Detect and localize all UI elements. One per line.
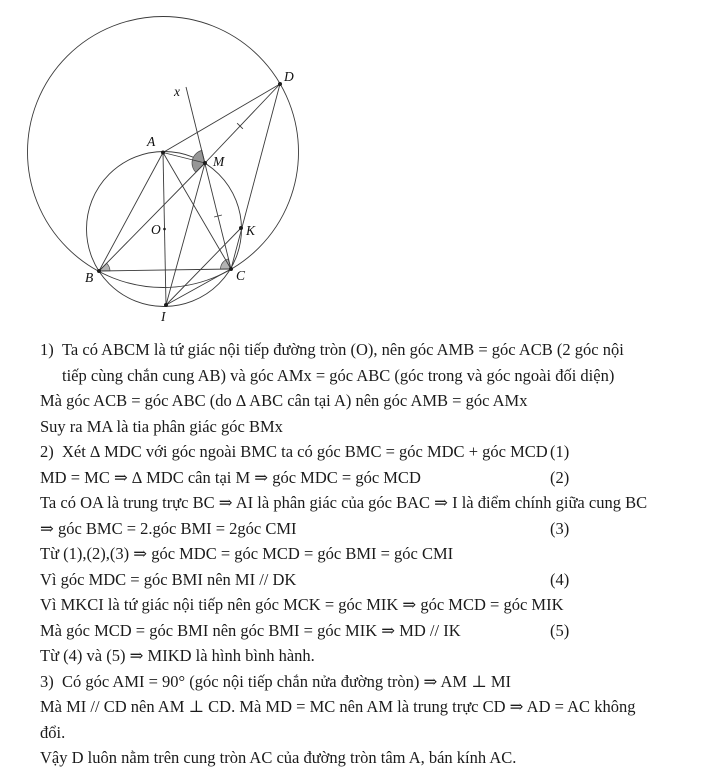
segment-BM xyxy=(99,163,205,271)
point-label-K: K xyxy=(246,223,256,238)
point-label-C: C xyxy=(236,268,246,283)
line-text: Mà MI // CD nên AM ⊥ CD. Mà MD = MC nên AM là trung trực CD ⇒ AD = AC không xyxy=(40,697,636,716)
line-text: Ta có ABCM là tứ giác nội tiếp đường tròn (O), nên góc AMB = góc ACB (2 góc nội xyxy=(62,340,624,359)
solution-line xyxy=(40,720,712,746)
solution-line xyxy=(40,592,712,618)
line-text: Từ (1),(2),(3) ⇒ góc MDC = góc MCD = góc BMI = góc CMI xyxy=(40,544,454,563)
line-text: Mà góc ACB = góc ABC (do ∆ ABC cân tại A) nên góc AMB = góc AMx xyxy=(40,391,528,410)
line-text: Xét ∆ MDC với góc ngoài BMC ta có góc BMC = góc MDC + góc MCD xyxy=(62,442,548,461)
solution-line xyxy=(40,363,712,389)
point-label-I: I xyxy=(161,309,166,324)
segment-CD xyxy=(231,84,280,269)
solution-line xyxy=(40,643,712,669)
equation-number: (2) xyxy=(550,467,570,487)
line-text: tiếp cùng chắn cung AB) và góc AMx = góc ABC (góc trong và góc ngoài đối diện) xyxy=(62,365,615,385)
solution-line xyxy=(40,337,712,363)
list-marker: 2) xyxy=(40,442,54,461)
solution-line xyxy=(40,669,712,695)
point-label-D: D xyxy=(284,69,294,84)
point-label-M: M xyxy=(213,154,225,169)
segment-AB xyxy=(99,153,163,272)
point-label-A: A xyxy=(147,134,156,149)
line-text: Mà góc MCD = góc BMI nên góc BMI = góc MIK ⇒ MD // IK xyxy=(40,620,461,640)
point-dot-C xyxy=(229,267,233,271)
line-text: Có góc AMI = 90° (góc nội tiếp chắn nửa đường tròn) ⇒ AM ⊥ MI xyxy=(62,671,512,691)
line-text: ⇒ góc BMC = 2.góc BMI = 2góc CMI xyxy=(40,518,297,538)
geometry-figure xyxy=(0,0,340,335)
point-dot-D xyxy=(278,82,282,86)
list-marker: 1) xyxy=(40,340,54,359)
segment-xendC xyxy=(186,87,231,269)
solution-line xyxy=(40,490,712,516)
equation-number: (3) xyxy=(550,518,570,538)
solution-line xyxy=(40,439,712,465)
solution-line xyxy=(40,388,712,414)
point-dot-I xyxy=(164,303,168,307)
solution-line xyxy=(40,694,712,720)
center-dot-O xyxy=(163,228,166,231)
line-text: Suy ra MA là tia phân giác góc BMx xyxy=(40,416,283,436)
point-label-O: O xyxy=(151,222,161,237)
line-text: Vì góc MDC = góc BMI nên MI // DK xyxy=(40,569,297,589)
solution-line xyxy=(40,541,712,567)
solution-line xyxy=(40,618,712,644)
solution-line xyxy=(40,567,712,593)
solution-line xyxy=(40,414,712,440)
solution-line xyxy=(40,745,712,771)
segment-MI xyxy=(166,163,205,305)
line-text: Ta có OA là trung trực BC ⇒ AI là phân giác của góc BAC ⇒ I là điểm chính giữa cung BC xyxy=(40,493,648,512)
segment-MD xyxy=(205,84,280,163)
equation-number: (4) xyxy=(550,569,570,589)
segment-AD xyxy=(163,84,280,153)
point-dot-B xyxy=(97,269,101,273)
solution-line xyxy=(40,516,712,542)
point-dot-K xyxy=(239,226,243,230)
equation-number: (5) xyxy=(550,620,570,640)
line-text: MD = MC ⇒ ∆ MDC cân tại M ⇒ góc MDC = góc MCD xyxy=(40,467,421,487)
line-text: Từ (4) và (5) ⇒ MIKD là hình bình hành. xyxy=(40,646,315,665)
line-text: Vì MKCI là tứ giác nội tiếp nên góc MCK = góc MIK ⇒ góc MCD = góc MIK xyxy=(40,595,564,614)
equation-number: (1) xyxy=(550,442,570,461)
point-dot-A xyxy=(161,151,165,155)
line-text: đổi. xyxy=(40,722,66,742)
line-text: Vậy D luôn nằm trên cung tròn AC của đường tròn tâm A, bán kính AC. xyxy=(40,748,517,767)
list-marker: 3) xyxy=(40,671,54,691)
solution-line xyxy=(40,465,712,491)
solution-text xyxy=(40,337,712,771)
point-dot-M xyxy=(203,161,207,165)
point-label-x: x xyxy=(174,84,180,99)
point-label-B: B xyxy=(85,270,94,285)
